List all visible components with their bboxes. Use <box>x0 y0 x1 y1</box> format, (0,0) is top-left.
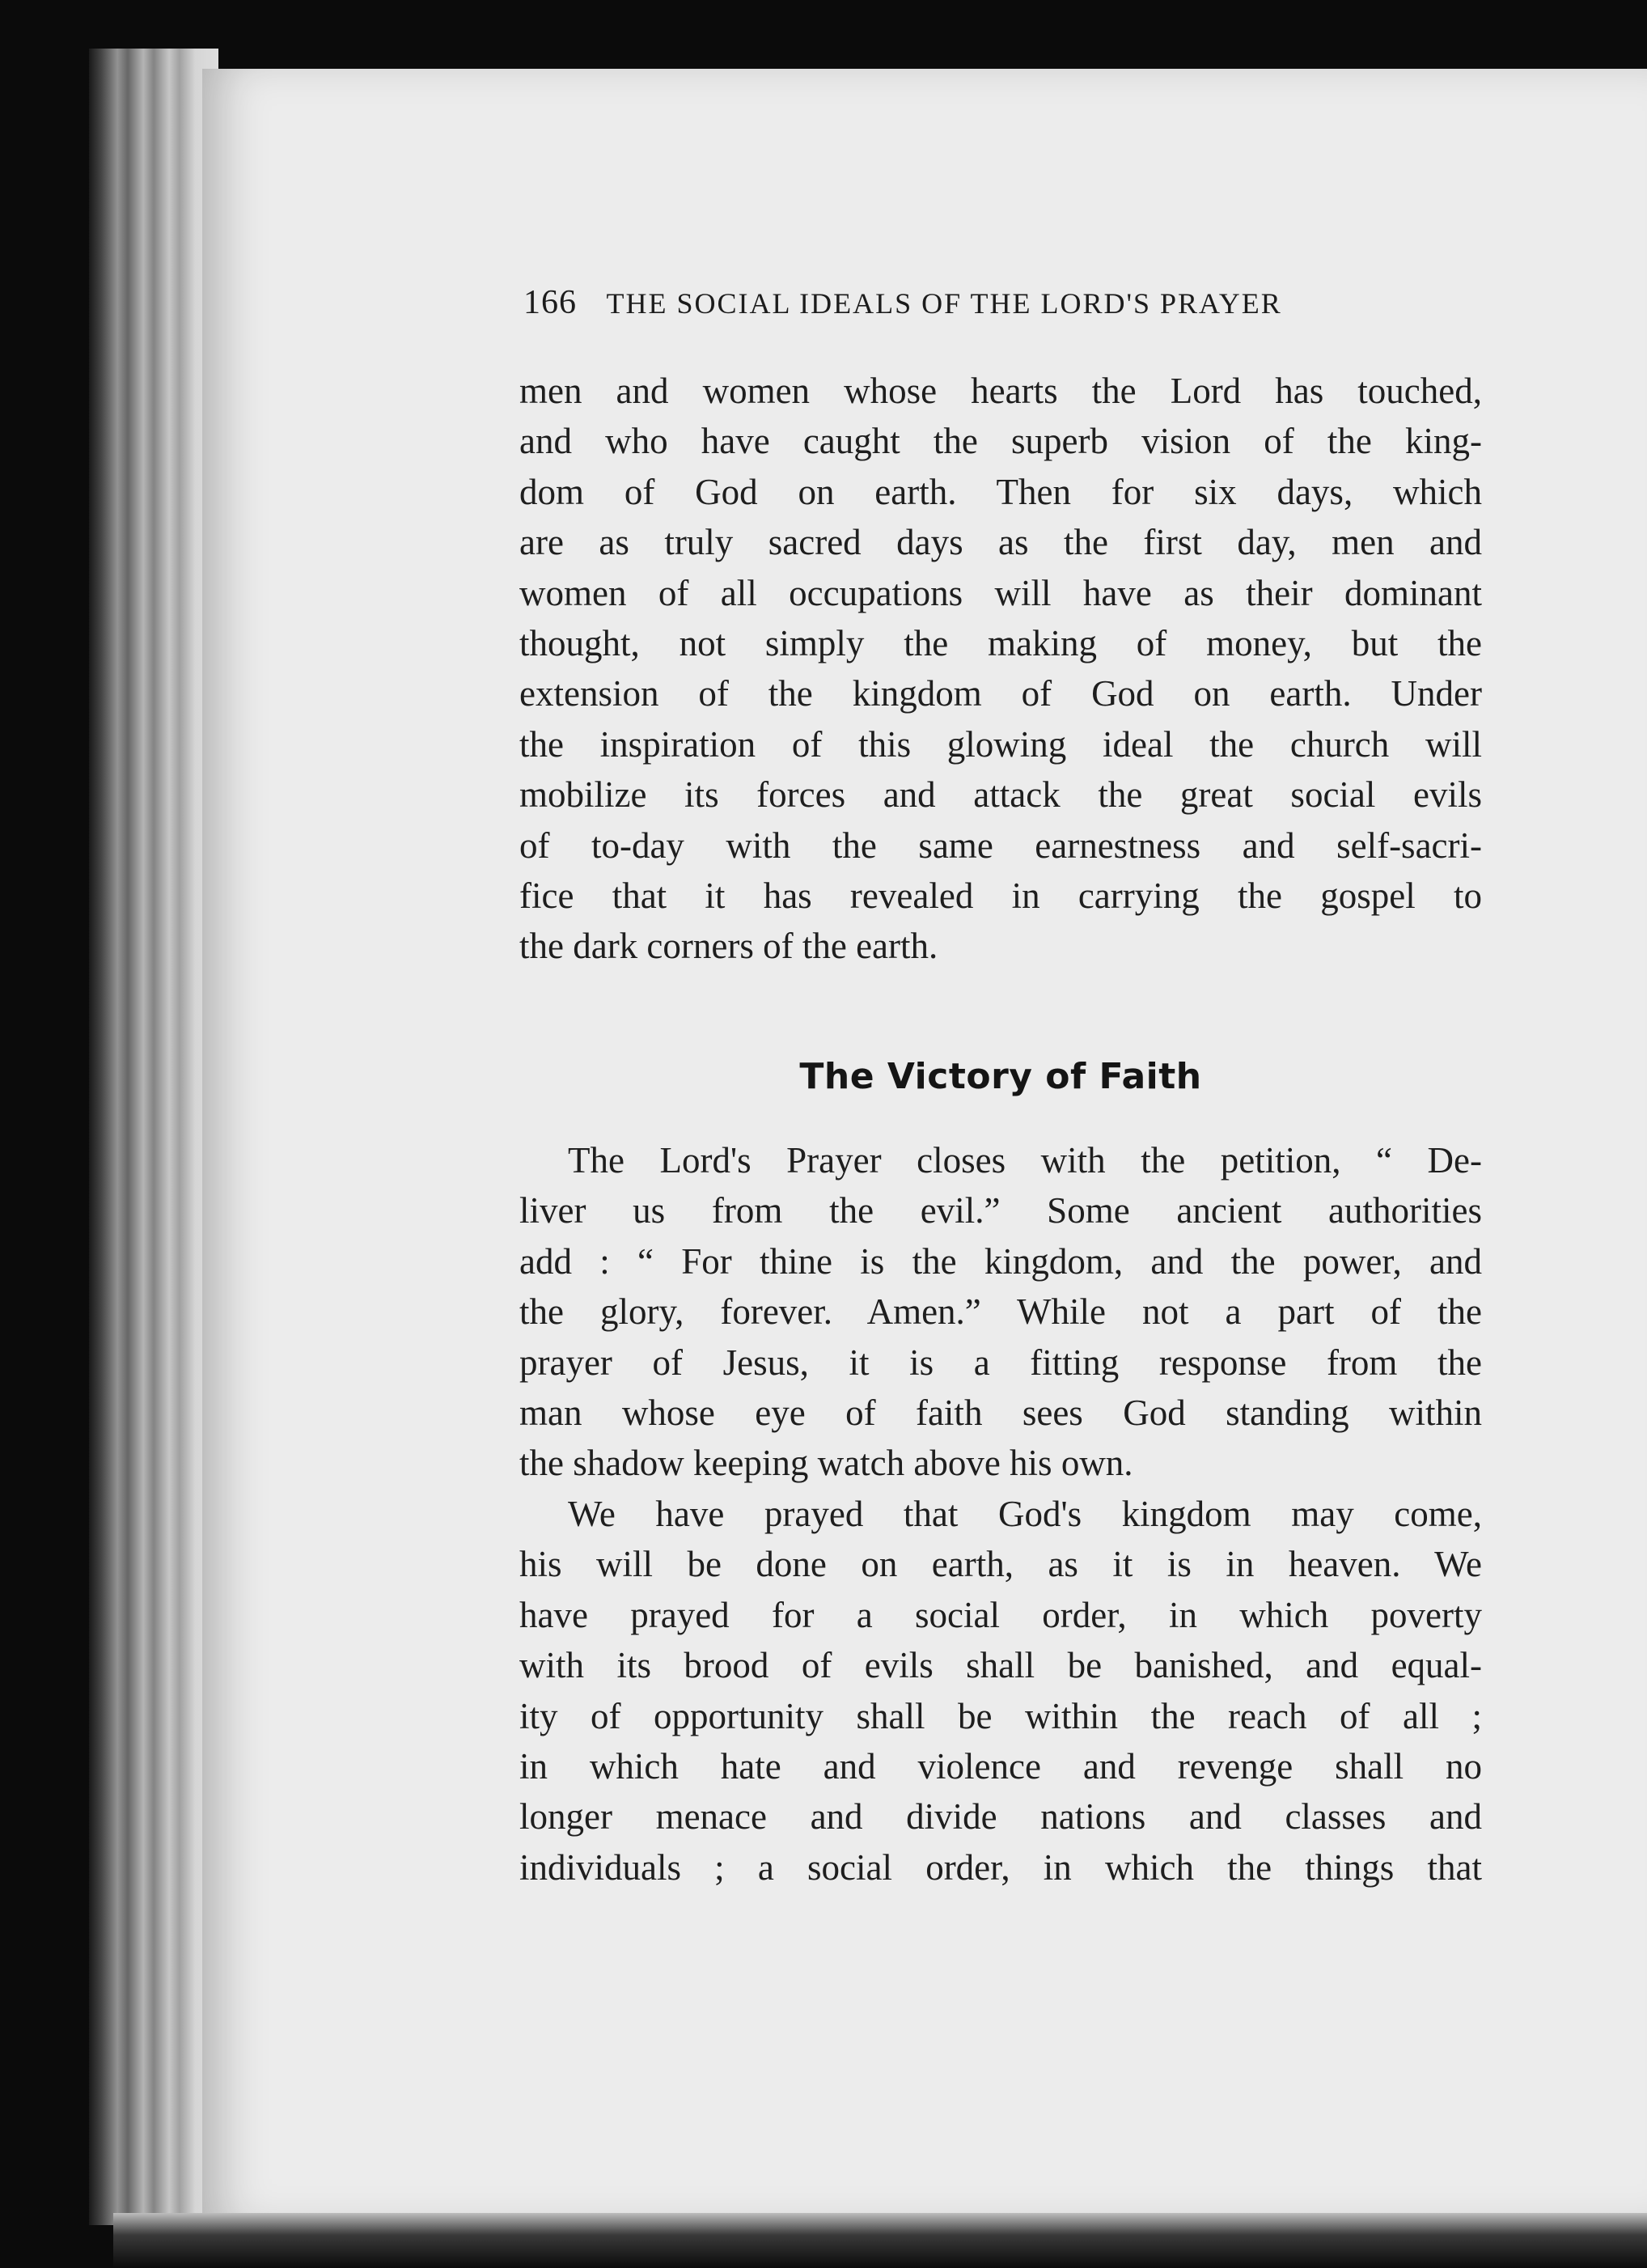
text-line: The Lord's Prayer closes with the petition, “ De- <box>568 1140 1482 1181</box>
text-line: are as truly sacred days as the first day, men and <box>519 522 1482 563</box>
running-head <box>523 283 1373 322</box>
text-line: individuals ; a social order, in which the things that <box>519 1846 1482 1888</box>
text-line: in which hate and violence and revenge shall no <box>519 1746 1482 1787</box>
text-line: the dark corners of the earth. <box>519 926 938 967</box>
text-line: the shadow keeping watch above his own. <box>519 1443 1133 1484</box>
page-bottom-edge <box>113 2213 1647 2268</box>
text-line: thought, not simply the making of money, but the <box>519 623 1482 664</box>
text-line: men and women whose hearts the Lord has touched, <box>519 371 1482 411</box>
text-line: dom of God on earth. Then for six days, which <box>519 471 1482 512</box>
paragraph-1 <box>519 366 1482 972</box>
text-line: his will be done on earth, as it is in heaven. We <box>519 1544 1482 1585</box>
page-number: 166 <box>523 284 577 321</box>
text-line: and who have caught the superb vision of the king- <box>519 421 1482 462</box>
text-line: longer menace and divide nations and classes and <box>519 1796 1482 1838</box>
text-line: the inspiration of this glowing ideal the church will <box>519 723 1482 765</box>
text-line: prayer of Jesus, it is a fitting response from the <box>519 1342 1482 1383</box>
section-heading: The Victory of Faith <box>799 1056 1202 1097</box>
paragraph-2 <box>519 1135 1482 1489</box>
text-line: We have prayed that God's kingdom may come, <box>568 1494 1482 1534</box>
text-line: have prayed for a social order, in which poverty <box>519 1594 1482 1635</box>
text-line: of to-day with the same earnestness and self-sacri- <box>519 825 1482 866</box>
text-line: women of all occupations will have as their dominant <box>519 572 1482 613</box>
text-line: man whose eye of faith sees God standing within <box>519 1393 1482 1434</box>
text-line: liver us from the evil.” Some ancient authorities <box>519 1190 1482 1232</box>
text-line: add : “ For thine is the kingdom, and the power, and <box>519 1240 1482 1282</box>
text-line: the glory, forever. Amen.” While not a part of the <box>519 1291 1482 1333</box>
running-head-title: THE SOCIAL IDEALS OF THE LORD'S PRAYER <box>606 287 1282 320</box>
text-line: ity of opportunity shall be within the reach of all ; <box>519 1695 1482 1736</box>
text-line: fice that it has revealed in carrying the gospel to <box>519 875 1482 917</box>
text-line: with its brood of evils shall be banished, and equal- <box>519 1645 1482 1686</box>
text-line: extension of the kingdom of God on earth. Under <box>519 673 1482 714</box>
paragraph-3 <box>519 1489 1482 1893</box>
text-line: mobilize its forces and attack the great social evils <box>519 774 1482 816</box>
page-binding-edge <box>89 49 218 2225</box>
